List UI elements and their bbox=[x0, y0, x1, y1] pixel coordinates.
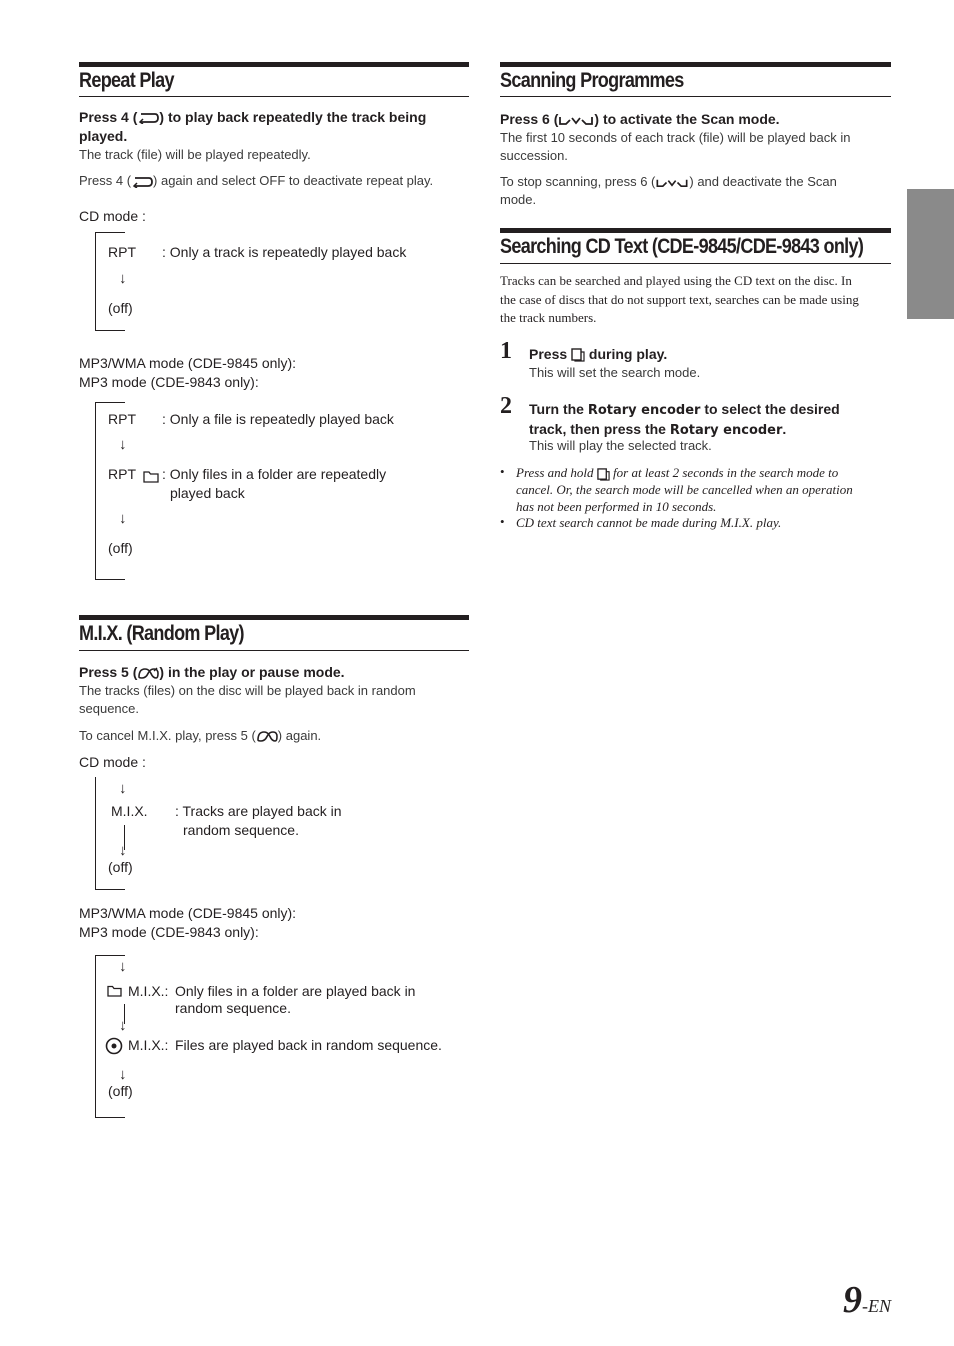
mix-mp3-tick-top bbox=[95, 955, 125, 956]
mix-mp3-folder-desc: Only files in a folder are played back in random sequence. bbox=[175, 983, 416, 1016]
repeat-mp3-tick-bottom bbox=[95, 579, 125, 580]
page-number: 9-EN bbox=[843, 1279, 891, 1321]
repeat-cd-off: (off) bbox=[108, 300, 133, 316]
repeat-cd-bracket bbox=[95, 232, 96, 330]
mix-mp3-tick-bottom bbox=[95, 1117, 125, 1118]
step-1-instruction: Press during play. bbox=[529, 346, 668, 362]
step-2-instruction: Turn the Rotary encoder to select the desired track, then press the Rotary encoder. bbox=[529, 401, 840, 438]
repeat-mp3-rpt-folder: RPT bbox=[108, 466, 136, 482]
note-1: Press and hold for at least 2 seconds in the search mode to cancel. Or, the search mode will be cancelled when an operation has not been performed in 10 seconds. bbox=[516, 465, 853, 514]
repeat-mp3-rpt-desc: : Only a file is repeatedly played back bbox=[162, 411, 394, 427]
mix-mp3-disc-mix: M.I.X.: bbox=[128, 1037, 169, 1053]
search-title: Searching CD Text (CDE-9845/CDE-9843 only) bbox=[500, 235, 864, 258]
step-1-number: 1 bbox=[500, 338, 512, 364]
repeat-play-header bbox=[79, 62, 469, 97]
repeat-icon bbox=[131, 176, 153, 188]
repeat-mp3-mode-label: MP3/WMA mode (CDE-9845 only): MP3 mode (CDE-9843 only): bbox=[79, 355, 297, 390]
repeat-icon bbox=[137, 112, 159, 124]
scan-icon bbox=[558, 114, 594, 126]
repeat-cd-mode-label: CD mode : bbox=[79, 208, 146, 224]
search-intro: Tracks can be searched and played using the CD text on the disc. In the case of discs that do not support text, searches can be made using the track numbers. bbox=[500, 273, 859, 325]
mix-title: M.I.X. (Random Play) bbox=[79, 622, 244, 645]
step-2-number: 2 bbox=[500, 393, 512, 419]
repeat-desc-2: Press 4 ( ) again and select OFF to deactivate repeat play. bbox=[79, 173, 434, 188]
search-header bbox=[500, 228, 891, 264]
scan-desc-1: The first 10 seconds of each track (file) will be played back in succession. bbox=[500, 130, 851, 163]
repeat-desc-1: The track (file) will be played repeatedly. bbox=[79, 147, 311, 162]
search-button-icon bbox=[571, 348, 585, 362]
mix-mp3-mode-label: MP3/WMA mode (CDE-9845 only): MP3 mode (CDE-9843 only): bbox=[79, 905, 297, 940]
down-arrow-icon: ↓ bbox=[119, 958, 127, 975]
folder-icon bbox=[143, 470, 159, 483]
mix-cd-mix-desc: : Tracks are played back in random sequence. bbox=[175, 803, 342, 838]
mix-icon bbox=[256, 730, 278, 743]
down-arrow-icon: ↓ bbox=[119, 270, 127, 287]
mix-mp3-off: (off) bbox=[108, 1083, 133, 1099]
repeat-instruction: Press 4 ( ) to play back repeatedly the track being played. bbox=[79, 109, 427, 144]
mix-mp3-folder-mix: M.I.X.: bbox=[128, 983, 169, 999]
scan-instruction: Press 6 ( ) to activate the Scan mode. bbox=[500, 111, 780, 127]
search-button-icon bbox=[597, 468, 610, 481]
step-1-desc: This will set the search mode. bbox=[529, 365, 701, 380]
repeat-mp3-tick-top bbox=[95, 402, 125, 403]
mix-mp3-disc-desc: Files are played back in random sequence. bbox=[175, 1037, 442, 1053]
down-arrow-icon: ↓ bbox=[119, 1017, 127, 1034]
mix-desc-1: The tracks (files) on the disc will be played back in random sequence. bbox=[79, 683, 416, 716]
mix-cd-off: (off) bbox=[108, 859, 133, 875]
note-2: CD text search cannot be made during M.I.X. play. bbox=[516, 515, 782, 530]
mix-header bbox=[79, 615, 469, 651]
scan-title: Scanning Programmes bbox=[500, 69, 684, 92]
rotary-encoder-label: Rotary encoder bbox=[587, 403, 701, 418]
repeat-mp3-rpt-folder-desc: : Only files in a folder are repeatedly played back bbox=[162, 466, 387, 501]
repeat-mp3-off: (off) bbox=[108, 540, 133, 556]
down-arrow-icon: ↓ bbox=[119, 780, 127, 797]
rotary-encoder-label: Rotary encoder bbox=[669, 423, 783, 438]
mix-instruction: Press 5 ( ) in the play or pause mode. bbox=[79, 664, 345, 680]
note-bullet-2: • bbox=[500, 514, 505, 529]
repeat-cd-tick-top bbox=[95, 232, 125, 233]
side-tab bbox=[907, 189, 954, 319]
mix-mp3-bracket bbox=[95, 955, 96, 1117]
mix-cd-mix: M.I.X. bbox=[111, 803, 148, 819]
mix-desc-2: To cancel M.I.X. play, press 5 ( ) again. bbox=[79, 728, 322, 743]
down-arrow-icon: ↓ bbox=[119, 510, 127, 527]
mix-cd-mode-label: CD mode : bbox=[79, 754, 146, 770]
down-arrow-icon: ↓ bbox=[119, 842, 127, 859]
repeat-cd-rpt: RPT bbox=[108, 244, 136, 260]
folder-icon bbox=[107, 985, 122, 997]
mix-icon bbox=[137, 667, 159, 680]
note-bullet-1: • bbox=[500, 464, 505, 479]
disc-icon bbox=[105, 1037, 123, 1055]
down-arrow-icon: ↓ bbox=[119, 436, 127, 453]
repeat-play-title: Repeat Play bbox=[79, 69, 174, 92]
repeat-cd-tick-bottom bbox=[95, 330, 125, 331]
down-arrow-icon: ↓ bbox=[119, 1066, 127, 1083]
scan-icon bbox=[655, 177, 689, 188]
mix-cd-bracket bbox=[95, 777, 96, 889]
step-2-desc: This will play the selected track. bbox=[529, 438, 712, 453]
mix-cd-tick-bottom bbox=[95, 889, 125, 890]
scan-header bbox=[500, 62, 891, 97]
scan-desc-2: To stop scanning, press 6 ( ) and deactivate the Scan mode. bbox=[500, 174, 837, 207]
repeat-cd-rpt-desc: : Only a track is repeatedly played back bbox=[162, 244, 407, 260]
repeat-mp3-rpt: RPT bbox=[108, 411, 136, 427]
repeat-mp3-bracket bbox=[95, 402, 96, 579]
